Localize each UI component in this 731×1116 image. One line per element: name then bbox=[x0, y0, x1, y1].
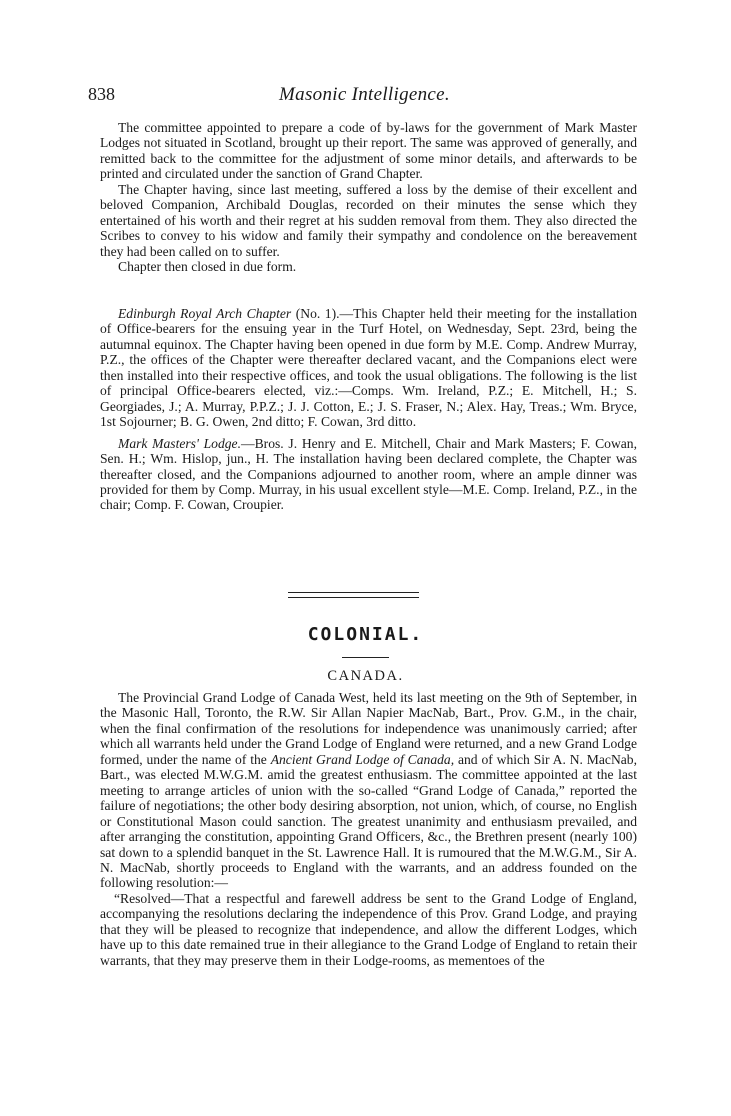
edinburgh-chapter-section bbox=[100, 306, 637, 513]
section-title: COLONIAL. bbox=[307, 624, 424, 645]
mark-masters-text: —Bros. J. Henry and E. Mitchell, Chair and Mark Masters; F. Cowan, Sen. H.; Wm. Hislop, jun., H. The installation having been declared complete, the Chapter was thereafter closed, and the Companions adjourned to another room, where an ample dinner was provided for them by Comp. Murray, in his usual excellent style—M.E. Comp. Ireland, P.Z., in the chair; Comp. F. Cowan, Croupier. bbox=[100, 435, 637, 513]
section-divider-double-rule bbox=[288, 592, 419, 598]
edinburgh-chapter-text: (No. 1).—This Chapter held their meeting for the installation of Office-bearers for the ensuing year in the Turf Hotel, on Wednesday, Sept. 23rd, being the autumnal equinox. The Chapter having been opened in due form by M.E. Comp. Andrew Murray, P.Z., the offices of the Chapter were thereafter declared vacant, and the Companions elect were then installed into their respective offices, and took the usual obligations. The following is the list of principal Office-bearers elected, viz.:—Comps. Wm. Ireland, P.Z.; E. Mitchell, H.; S. Georgiades, J.; A. Murray, P.P.Z.; J. J. Cotton, E.; J. S. Fraser, N.; Alex. Hay, Treas.; Wm. Bryce, 1st Sojourner; B. G. Owen, 2nd ditto; F. Cowan, 3rd ditto. bbox=[100, 306, 637, 430]
page-header bbox=[88, 84, 641, 110]
chapter-closed-paragraph: Chapter then closed in due form. bbox=[118, 259, 297, 275]
canada-paragraph bbox=[100, 690, 637, 891]
grand-chapter-report-section bbox=[100, 120, 637, 275]
resolution-paragraph: “Resolved—That a respectful and farewell address be sent to the Grand Lodge of England, accompanying the resolutions declaring the independence of this Prov. Grand Lodge, and praying that they will be pleased to recognize that independence, and allow the different Lodges, which have up to this date remained true in their allegiance to the Grand Lodge of England to retain their warrants, that they may preserve them in their Lodge-rooms, as mementoes of the bbox=[100, 890, 637, 968]
bylaws-paragraph: The committee appointed to prepare a code of by-laws for the government of Mark Master Lodges not situated in Scotland, brought up their report. The same was approved of generally, and remitted back to the committee for the adjustment of some minor details, and afterwards to be printed and circulated under the sanction of Grand Chapter. bbox=[100, 120, 637, 182]
condolence-paragraph: The Chapter having, since last meeting, suffered a loss by the demise of their excellent and beloved Companion, Archibald Douglas, recorded on their minutes the sense which they entertained of his worth and their regret at his sudden removal from them. They also directed the Scribes to convey to his widow and family their sympathy and condolence on the bereavement they had been called on to suffer. bbox=[100, 181, 637, 259]
canada-text-part2: and of which Sir A. N. MacNab, Bart., was elected M.W.G.M. amid the greatest enthusiasm. The committee appointed at the last meeting to arrange articles of union with the so-called “Grand Lodge of Canada,” reported the failure of negotiations; the other body desiring absorption, not union, which, of course, no English or Constitutional Mason could sanction. The greatest unanimity and enthusiasm prevailed, and after arranging the constitution, appointing Grand Officers, &c., the Brethren present (nearly 100) sat down to a splendid banquet in the St. Lawrence Hall. It is rumoured that the M.W.G.M., Sir A. N. MacNab, shortly proceeds to England with the warrants, and an address founded on the following resolution:— bbox=[100, 751, 637, 891]
edinburgh-chapter-paragraph bbox=[100, 306, 637, 430]
mark-masters-title: Mark Masters' Lodge. bbox=[118, 435, 241, 451]
canada-section bbox=[100, 690, 637, 968]
canada-text-part1: The Provincial Grand Lodge of Canada West, held its last meeting on the 9th of September, in the Masonic Hall, Toronto, the R.W. Sir Allan Napier MacNab, Bart., Prov. G.M., in the chair, when the final confirmation of the resolutions for independence was unanimously carried; after which all warrants held under the Grand Lodge of England were returned, and a new Grand Lodge formed, under the name of the bbox=[100, 690, 637, 767]
running-title: Masonic Intelligence. bbox=[279, 84, 450, 105]
edinburgh-chapter-title: Edinburgh Royal Arch Chapter bbox=[118, 306, 292, 321]
title-underline-rule bbox=[342, 657, 389, 658]
page-number: 838 bbox=[88, 84, 115, 104]
mark-masters-paragraph bbox=[100, 436, 637, 513]
section-subtitle: CANADA. bbox=[327, 668, 404, 684]
ancient-grand-lodge-name: Ancient Grand Lodge of Canada, bbox=[270, 751, 455, 767]
